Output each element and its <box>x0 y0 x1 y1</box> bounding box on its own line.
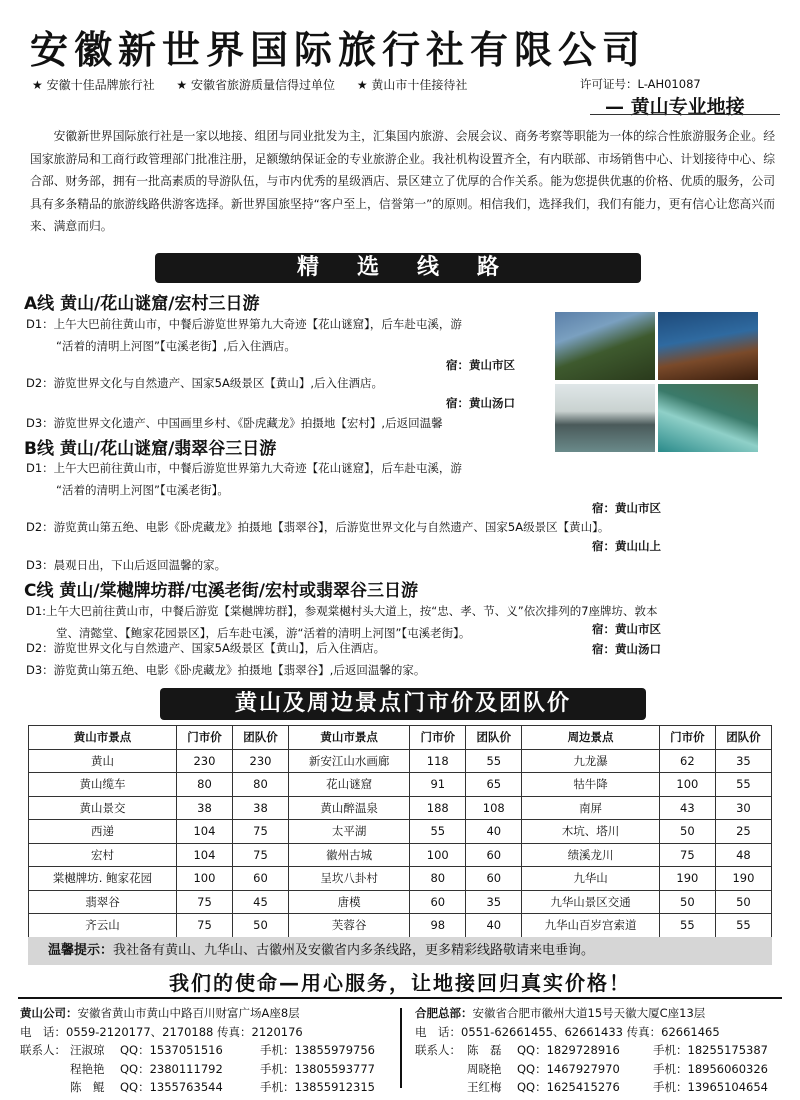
route-b-stay2: 宿：黄山山上 <box>592 539 661 553</box>
table-cell: 55 <box>715 914 771 938</box>
contact-hefei: 合肥总部：安徽省合肥市徽州大道15号天徽大厦C座13层 电 话：0551-62661455、62661433 传真：62661465 联系人： 陈 磊 QQ：1829728916 手机：18255175387 周晓艳 QQ：1467927970 手机：18956060326 王红梅 QQ：1625415276 手机：13965104654 <box>415 1006 768 1094</box>
route-c-title: C线 黄山/棠樾牌坊群/屯溪老街/宏村或翡翠谷三日游 <box>24 581 419 601</box>
table-cell: 190 <box>715 867 771 891</box>
price-heading: 黄山及周边景点门市价及团队价 <box>160 688 646 720</box>
honors <box>32 76 485 93</box>
table-cell: 60 <box>232 867 288 891</box>
table-cell: 55 <box>466 749 522 773</box>
table-cell: 牯牛降 <box>522 773 660 797</box>
photo-cave <box>658 312 758 380</box>
table-cell: 75 <box>659 843 715 867</box>
table-cell: 190 <box>659 867 715 891</box>
table-cell: 呈坎八卦村 <box>288 867 409 891</box>
table-cell: 80 <box>410 867 466 891</box>
table-cell: 花山谜窟 <box>288 773 409 797</box>
table-cell: 太平湖 <box>288 820 409 844</box>
table-cell: 九华山百岁宫索道 <box>522 914 660 938</box>
table-cell: 唐模 <box>288 890 409 914</box>
table-cell: 104 <box>176 820 232 844</box>
table-cell: 宏村 <box>29 843 177 867</box>
table-cell: 230 <box>176 749 232 773</box>
warm-tip <box>28 937 772 965</box>
table-cell: 九龙瀑 <box>522 749 660 773</box>
tip-text: 我社备有黄山、九华山、古徽州及安徽省内多条线路，更多精彩线路敬请来电垂询。 <box>113 943 595 958</box>
route-b-day2: D2：游览黄山第五绝、电影《卧虎藏龙》拍摄地【翡翠谷】，后游览世界文化与自然遗产、国家5A级景区【黄山】。 <box>26 520 610 534</box>
column-header: 周边景点 <box>522 726 660 750</box>
table-cell: 100 <box>176 867 232 891</box>
honor-item: ★ 安徽十佳品牌旅行社 <box>32 78 155 92</box>
divider <box>590 114 780 115</box>
table-cell: 55 <box>715 773 771 797</box>
table-row <box>29 890 772 914</box>
table-cell: 南屏 <box>522 796 660 820</box>
scenery-photos <box>555 312 765 452</box>
column-header: 团队价 <box>232 726 288 750</box>
table-cell: 91 <box>410 773 466 797</box>
table-cell: 九华山 <box>522 867 660 891</box>
table-cell: 230 <box>232 749 288 773</box>
table-cell: 43 <box>659 796 715 820</box>
table-cell: 50 <box>659 890 715 914</box>
table-cell: 38 <box>176 796 232 820</box>
route-a-title: A线 黄山/花山谜窟/宏村三日游 <box>24 294 260 314</box>
table-cell: 100 <box>659 773 715 797</box>
column-header: 门市价 <box>659 726 715 750</box>
table-cell: 30 <box>715 796 771 820</box>
table-cell: 80 <box>232 773 288 797</box>
intro-paragraph: 安徽新世界国际旅行社是一家以地接、组团与同业批发为主，汇集国内旅游、会展会议、商务考察等职能为一体的综合性旅游服务企业。经国家旅游局和工商行政管理部门批准注册，足额缴纳保证金的专业旅游企业。我社机构设置齐全，有内联部、市场销售中心、计划接待中心、综合部、财务部，拥有一批高素质的导游队伍，与市内优秀的星级酒店、景区建立了优厚的合作关系。能为您提供优惠的价格、优质的服务，公司具有多条精品的旅游线路供游客选择。新世界国旅坚持“客户至上，信誉第一”的原则。相信我们，选择我们，我们有能力，更有信心让您高兴而来、满意而归。 <box>30 129 775 233</box>
route-c-day1: D1:上午大巴前往黄山市，中餐后游览【棠樾牌坊群】，参观棠樾村头大道上，按“忠、孝、节、义”依次排列的7座牌坊、敦本 堂、清懿堂、【鲍家花园景区】，后车赴屯溪，游“活着的清明上河图”【屯溪老街】。 <box>26 604 658 640</box>
routes-heading: 精选线路 <box>155 253 641 283</box>
route-b-day3: D3：晨观日出，下山后返回温馨的家。 <box>26 558 227 572</box>
table-cell: 75 <box>232 820 288 844</box>
table-cell: 50 <box>232 914 288 938</box>
route-b-day1: D1：上午大巴前往黄山市，中餐后游览世界第九大奇迹【花山谜窟】，后车赴屯溪，游 “活着的清明上河图”【屯溪老街】。 <box>26 461 462 497</box>
table-cell: 38 <box>232 796 288 820</box>
table-cell: 104 <box>176 843 232 867</box>
photo-waterfall <box>658 384 758 452</box>
table-cell: 40 <box>466 914 522 938</box>
table-cell: 108 <box>466 796 522 820</box>
divider <box>400 1008 402 1088</box>
route-c-stay1: 宿：黄山市区 <box>592 622 661 636</box>
table-cell: 黄山景交 <box>29 796 177 820</box>
route-a-stay1: 宿：黄山市区 <box>446 358 515 372</box>
table-cell: 黄山缆车 <box>29 773 177 797</box>
route-c-day3: D3：游览黄山第五绝、电影《卧虎藏龙》拍摄地【翡翠谷】,后返回温馨的家。 <box>26 663 426 677</box>
table-cell: 75 <box>232 843 288 867</box>
route-b-stay1: 宿：黄山市区 <box>592 501 661 515</box>
table-cell: 65 <box>466 773 522 797</box>
table-cell: 75 <box>176 914 232 938</box>
route-c-stay2: 宿：黄山汤口 <box>592 642 661 656</box>
table-cell: 60 <box>466 867 522 891</box>
table-cell: 木坑、塔川 <box>522 820 660 844</box>
table-cell: 188 <box>410 796 466 820</box>
route-b-title: B线 黄山/花山谜窟/翡翠谷三日游 <box>24 439 277 459</box>
column-header: 黄山市景点 <box>29 726 177 750</box>
route-a-day2: D2：游览世界文化与自然遗产、国家5A级景区【黄山】,后入住酒店。 <box>26 376 384 390</box>
column-header: 门市价 <box>410 726 466 750</box>
column-header: 门市价 <box>176 726 232 750</box>
table-row <box>29 914 772 938</box>
table-cell: 黄山 <box>29 749 177 773</box>
table-cell: 35 <box>715 749 771 773</box>
table-cell: 55 <box>659 914 715 938</box>
slogan: — 黄山专业地接 <box>605 96 745 118</box>
license-number: 许可证号：L-AH01087 <box>580 77 701 91</box>
honor-item: ★ 黄山市十佳接待社 <box>356 78 468 92</box>
table-cell: 98 <box>410 914 466 938</box>
table-cell: 100 <box>410 843 466 867</box>
table-cell: 徽州古城 <box>288 843 409 867</box>
table-cell: 25 <box>715 820 771 844</box>
table-cell: 35 <box>466 890 522 914</box>
photo-village <box>555 384 655 452</box>
table-cell: 60 <box>410 890 466 914</box>
route-a-day3: D3：游览世界文化遗产、中国画里乡村、《卧虎藏龙》拍摄地【宏村】,后返回温馨 <box>26 416 443 430</box>
table-cell: 55 <box>410 820 466 844</box>
table-row <box>29 749 772 773</box>
route-a-day1: D1：上午大巴前往黄山市，中餐后游览世界第九大奇迹【花山谜窟】，后车赴屯溪，游 “活着的清明上河图”【屯溪老街】,后入住酒店。 <box>26 317 462 353</box>
table-row <box>29 820 772 844</box>
table-row <box>29 796 772 820</box>
column-header: 团队价 <box>466 726 522 750</box>
route-a-stay2: 宿：黄山汤口 <box>446 396 515 410</box>
column-header: 团队价 <box>715 726 771 750</box>
table-cell: 翡翠谷 <box>29 890 177 914</box>
table-header-row <box>29 726 772 750</box>
price-table <box>28 725 772 938</box>
table-cell: 48 <box>715 843 771 867</box>
table-cell: 九华山景区交通 <box>522 890 660 914</box>
table-cell: 118 <box>410 749 466 773</box>
table-cell: 80 <box>176 773 232 797</box>
column-header: 黄山市景点 <box>288 726 409 750</box>
price-table-body <box>29 749 772 937</box>
table-cell: 75 <box>176 890 232 914</box>
honor-item: ★ 安徽省旅游质量信得过单位 <box>176 78 335 92</box>
table-row <box>29 867 772 891</box>
table-cell: 齐云山 <box>29 914 177 938</box>
table-cell: 62 <box>659 749 715 773</box>
table-cell: 45 <box>232 890 288 914</box>
table-row <box>29 843 772 867</box>
table-cell: 40 <box>466 820 522 844</box>
table-cell: 西递 <box>29 820 177 844</box>
table-cell: 50 <box>715 890 771 914</box>
table-cell: 新安江山水画廊 <box>288 749 409 773</box>
table-cell: 芙蓉谷 <box>288 914 409 938</box>
table-row <box>29 773 772 797</box>
contact-huangshan: 黄山公司：安徽省黄山市黄山中路百川财富广场A座8层 电 话：0559-2120177、2170188 传真：2120176 联系人： 汪淑琼 QQ：1537051516 手机：13855979756 程艳艳 QQ：2380111792 手机：13805593777 陈 鲲 QQ：1355763544 手机：13855912315 <box>20 1006 375 1094</box>
tip-label: 温馨提示： <box>48 943 114 958</box>
table-cell: 60 <box>466 843 522 867</box>
company-title: 安徽新世界国际旅行社有限公司 <box>30 28 647 72</box>
table-cell: 棠樾牌坊. 鲍家花园 <box>29 867 177 891</box>
header <box>30 28 790 118</box>
photo-pine-mountain <box>555 312 655 380</box>
table-cell: 50 <box>659 820 715 844</box>
divider <box>18 997 782 999</box>
route-c-day2: D2：游览世界文化与自然遗产、国家5A级景区【黄山】，后入住酒店。 <box>26 641 386 655</box>
table-cell: 黄山醉温泉 <box>288 796 409 820</box>
table-cell: 绩溪龙川 <box>522 843 660 867</box>
mission-statement: 我们的使命—用心服务，让地接回归真实价格！ <box>169 971 631 995</box>
